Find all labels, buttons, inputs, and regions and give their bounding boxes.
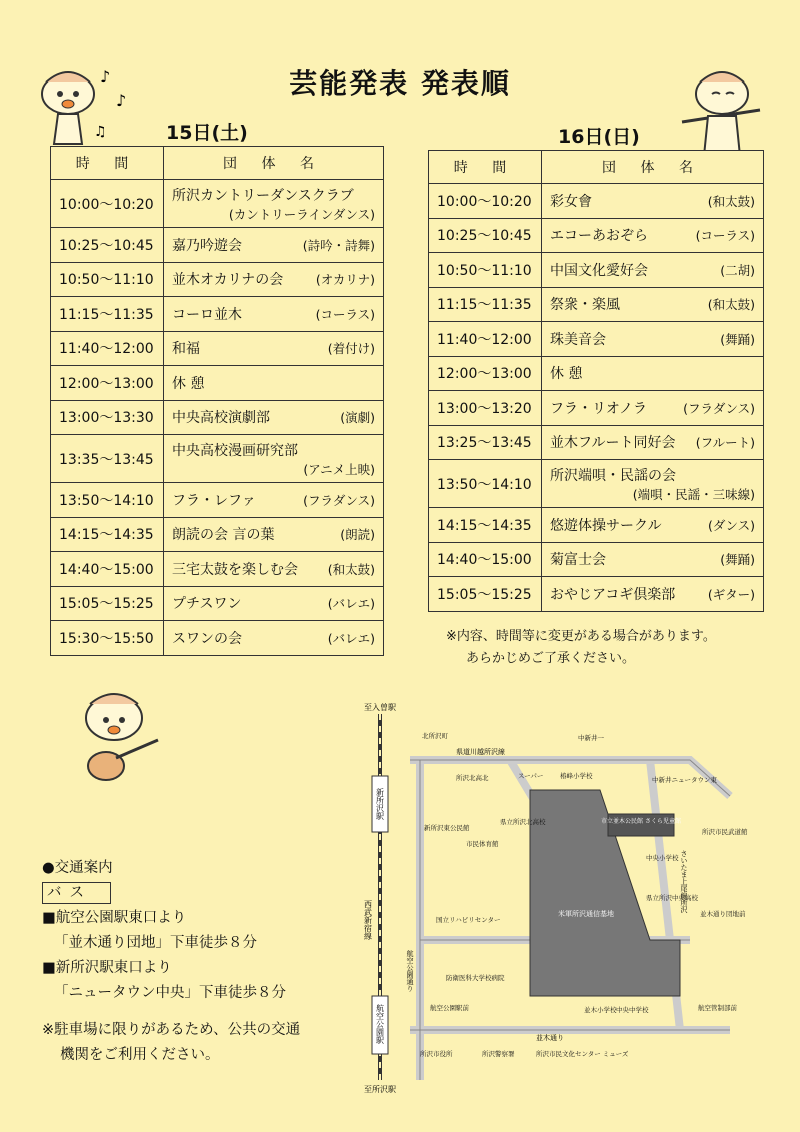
group-category: (和太鼓) [327,561,375,577]
map-label: 並木小学校 [584,1006,617,1014]
group-cell [542,253,764,288]
map-label: 並木通り団地前 [700,910,746,918]
time-slot: 12:00～13:00 [51,366,164,401]
time-slot: 10:00～10:20 [51,180,164,228]
group-cell [164,517,384,552]
time-slot: 10:25～10:45 [429,218,542,253]
group-cell [542,184,764,219]
time-slot: 14:15～14:35 [429,508,542,543]
group-name: 三宅太鼓を楽しむ会 [172,561,298,578]
station-bottom-label: 至所沢駅 [364,1085,396,1094]
schedule-row [51,297,384,332]
schedule-row [51,400,384,435]
road-kenkou: 県道川越所沢線 [456,748,505,756]
venue-label: 市立並木公民館 さくら児童館 [601,818,681,825]
group-cell [164,366,384,401]
group-category: (朗読) [340,527,375,543]
station-top-label: 至入曽駅 [364,703,396,712]
group-category: (和太鼓) [707,193,755,209]
day16-heading: 16日(日) [558,126,640,148]
route2-from: ■新所沢駅東口より [42,960,172,976]
header-group: 団 体 名 [164,147,384,180]
station-kokukoen: 航空公園駅 [375,1004,385,1044]
group-name: フラ・リオノラ [550,400,648,417]
map-label: 県立所沢中央高校 [646,894,698,902]
group-category: (端唄・民謡・三味線) [632,486,755,502]
schedule-table-day15 [50,146,384,656]
group-category: (カントリーラインダンス) [228,206,375,222]
schedule-row [51,586,384,621]
map-label: スーパー [518,772,544,780]
schedule-row [429,577,764,612]
group-name: 珠美音会 [550,331,606,348]
header-time: 時 間 [51,147,164,180]
group-category: (コーラス) [695,228,755,244]
group-cell [542,508,764,543]
time-slot: 13:00～13:20 [429,391,542,426]
time-slot: 11:40～12:00 [51,331,164,366]
group-cell [164,552,384,587]
group-cell [164,483,384,518]
station-shintokorozawa: 新所沢駅 [375,788,385,820]
group-name: エコーあおぞら [550,228,648,245]
schedule-row [429,287,764,322]
group-cell [542,460,764,508]
route1-from: ■航空公園駅東口より [42,910,187,926]
schedule-row [429,184,764,219]
page-title: 芸能発表 発表順 [289,67,511,100]
time-slot: 13:00～13:30 [51,400,164,435]
group-category: (着付け) [327,341,375,357]
time-slot: 13:50～14:10 [51,483,164,518]
road-saitama: さいたま上尾線所沢 [680,850,688,913]
day15-heading: 15日(土) [166,122,248,144]
group-name: 彩女會 [550,193,592,210]
time-slot: 15:05～15:25 [429,577,542,612]
map-label: 防衛医科大学校病院 [446,974,505,982]
schedule-row [51,262,384,297]
schedule-row [429,356,764,391]
transport-heading: ●交通案内 [42,860,113,876]
map-label: 中央中学校 [616,1006,649,1014]
group-name: 悠遊体操サークル [550,517,662,534]
group-cell [164,180,384,228]
time-slot: 10:00～10:20 [429,184,542,219]
time-slot: 12:00～13:00 [429,356,542,391]
schedule-table-day16 [428,150,764,612]
route2-stop: 「ニュータウン中央」下車徒歩８分 [54,985,286,1001]
time-slot: 14:15～14:35 [51,517,164,552]
group-name: プチスワン [172,596,242,613]
schedule-row [429,425,764,460]
group-name: 中央高校演劇部 [172,410,270,427]
group-name: コーロ並木 [172,306,242,323]
svg-text:♪: ♪ [116,91,127,110]
group-name: 中央高校漫画研究部 [172,442,298,459]
group-cell [164,228,384,263]
schedule-row [51,517,384,552]
group-cell [164,297,384,332]
group-cell [542,287,764,322]
group-category: (ダンス) [707,517,755,533]
time-slot: 10:50～11:10 [429,253,542,288]
group-category: (フルート) [695,435,755,451]
group-cell [542,322,764,357]
group-cell [164,435,384,483]
group-category: (二胡) [720,262,755,278]
group-name: 中国文化愛好会 [550,262,648,279]
map-label: 北所沢町 [422,732,448,740]
group-name: 嘉乃吟遊会 [172,237,242,254]
map-label: 県立所沢北高校 [500,818,546,826]
group-name: 並木フルート同好会 [550,435,676,452]
svg-text:♪: ♪ [100,67,111,86]
map-label: 所沢市民武道館 [702,828,748,836]
schedule-row [51,331,384,366]
map-label: 航空管制部前 [698,1004,737,1012]
group-cell [542,425,764,460]
time-slot: 13:35～13:45 [51,435,164,483]
group-cell [542,542,764,577]
group-category: (フラダンス) [683,400,755,416]
group-category: (アニメ上映) [303,461,375,477]
group-cell [164,400,384,435]
parking-note-1: ※駐車場に限りがあるため、公共の交通 [42,1022,301,1038]
bus-label: バス [42,882,111,904]
group-cell [542,356,764,391]
header-time: 時 間 [429,151,542,184]
group-category: (詩吟・詩舞) [302,237,375,253]
schedule-row [51,621,384,656]
map-label: 中新井一 [578,734,604,742]
transport-info [42,856,362,1068]
map-label: 中央小学校 [646,854,679,862]
group-name: 朗読の会 言の葉 [172,527,275,544]
road-namiki: 並木通り [536,1034,564,1042]
road-kokukoen: 航空公園通り [406,950,414,992]
group-cell [164,262,384,297]
schedule-row [51,366,384,401]
line-name: 西武新宿線 [363,900,373,940]
group-name: 祭衆・楽風 [550,297,620,314]
group-cell [164,586,384,621]
group-category: (オカリナ) [315,272,375,288]
notice-change: ※内容、時間等に変更がある場合があります。 [446,629,716,644]
time-slot: 14:40～15:00 [51,552,164,587]
group-name: 並木オカリナの会 [172,272,284,289]
map-label: 椿峰小学校 [560,772,593,780]
group-category: (舞踊) [720,552,755,568]
time-slot: 11:15～11:35 [429,287,542,322]
time-slot: 15:30～15:50 [51,621,164,656]
schedule-row [429,322,764,357]
time-slot: 10:50～11:10 [51,262,164,297]
map-label: 市民体育館 [466,840,499,848]
time-slot: 11:15～11:35 [51,297,164,332]
schedule-row [51,228,384,263]
time-slot: 10:25～10:45 [51,228,164,263]
notice-apology: あらかじめご了承ください。 [466,651,636,666]
group-cell [542,577,764,612]
group-category: (フラダンス) [303,492,375,508]
group-name: 休 憩 [172,375,205,392]
group-name: 休 憩 [550,366,583,383]
schedule-row [429,218,764,253]
base-label: 米軍所沢通信基地 [558,910,614,918]
group-category: (コーラス) [315,306,375,322]
group-name: スワンの会 [172,630,242,647]
group-category: (バレエ) [327,630,375,646]
time-slot: 11:40～12:00 [429,322,542,357]
schedule-row [429,253,764,288]
parking-note-2: 機関をご利用ください。 [60,1047,220,1063]
map-label: 航空公園駅前 [430,1004,469,1012]
group-category: (舞踊) [720,331,755,347]
group-category: (バレエ) [327,596,375,612]
svg-text:♫: ♫ [94,124,107,140]
mascot-guitar-icon [66,688,166,788]
schedule-row [429,508,764,543]
group-category: (演劇) [340,410,375,426]
time-slot: 15:05～15:25 [51,586,164,621]
schedule-row [429,391,764,426]
group-name: フラ・レファ [172,492,256,509]
group-name: 所沢端唄・民謡の会 [550,467,676,484]
schedule-row [51,483,384,518]
group-name: 菊富士会 [550,552,606,569]
map-label: 国立リハビリセンター [436,916,501,924]
group-cell [542,391,764,426]
schedule-row [51,435,384,483]
time-slot: 13:25～13:45 [429,425,542,460]
map-label: 中新井ニュータウン東 [652,776,717,784]
access-map [350,700,770,1100]
group-cell [164,621,384,656]
schedule-row [429,460,764,508]
map-label: 所沢北高北 [456,774,489,782]
schedule-row [429,542,764,577]
map-label: 新所沢東公民館 [424,824,470,832]
schedule-row [51,552,384,587]
header-group: 団 体 名 [542,151,764,184]
group-cell [542,218,764,253]
group-category: (和太鼓) [707,297,755,313]
group-category: (ギター) [707,586,755,602]
time-slot: 14:40～15:00 [429,542,542,577]
map-label: 所沢市民文化センター ミューズ [536,1050,629,1058]
group-name: おやじアコギ倶楽部 [550,586,676,603]
group-name: 所沢カントリーダンスクラブ [172,187,354,204]
group-name: 和福 [172,341,200,358]
group-cell [164,331,384,366]
map-label: 所沢市役所 [420,1050,453,1058]
route1-stop: 「並木通り団地」下車徒歩８分 [54,935,257,951]
time-slot: 13:50～14:10 [429,460,542,508]
map-label: 所沢警察署 [482,1050,515,1058]
schedule-row [51,180,384,228]
